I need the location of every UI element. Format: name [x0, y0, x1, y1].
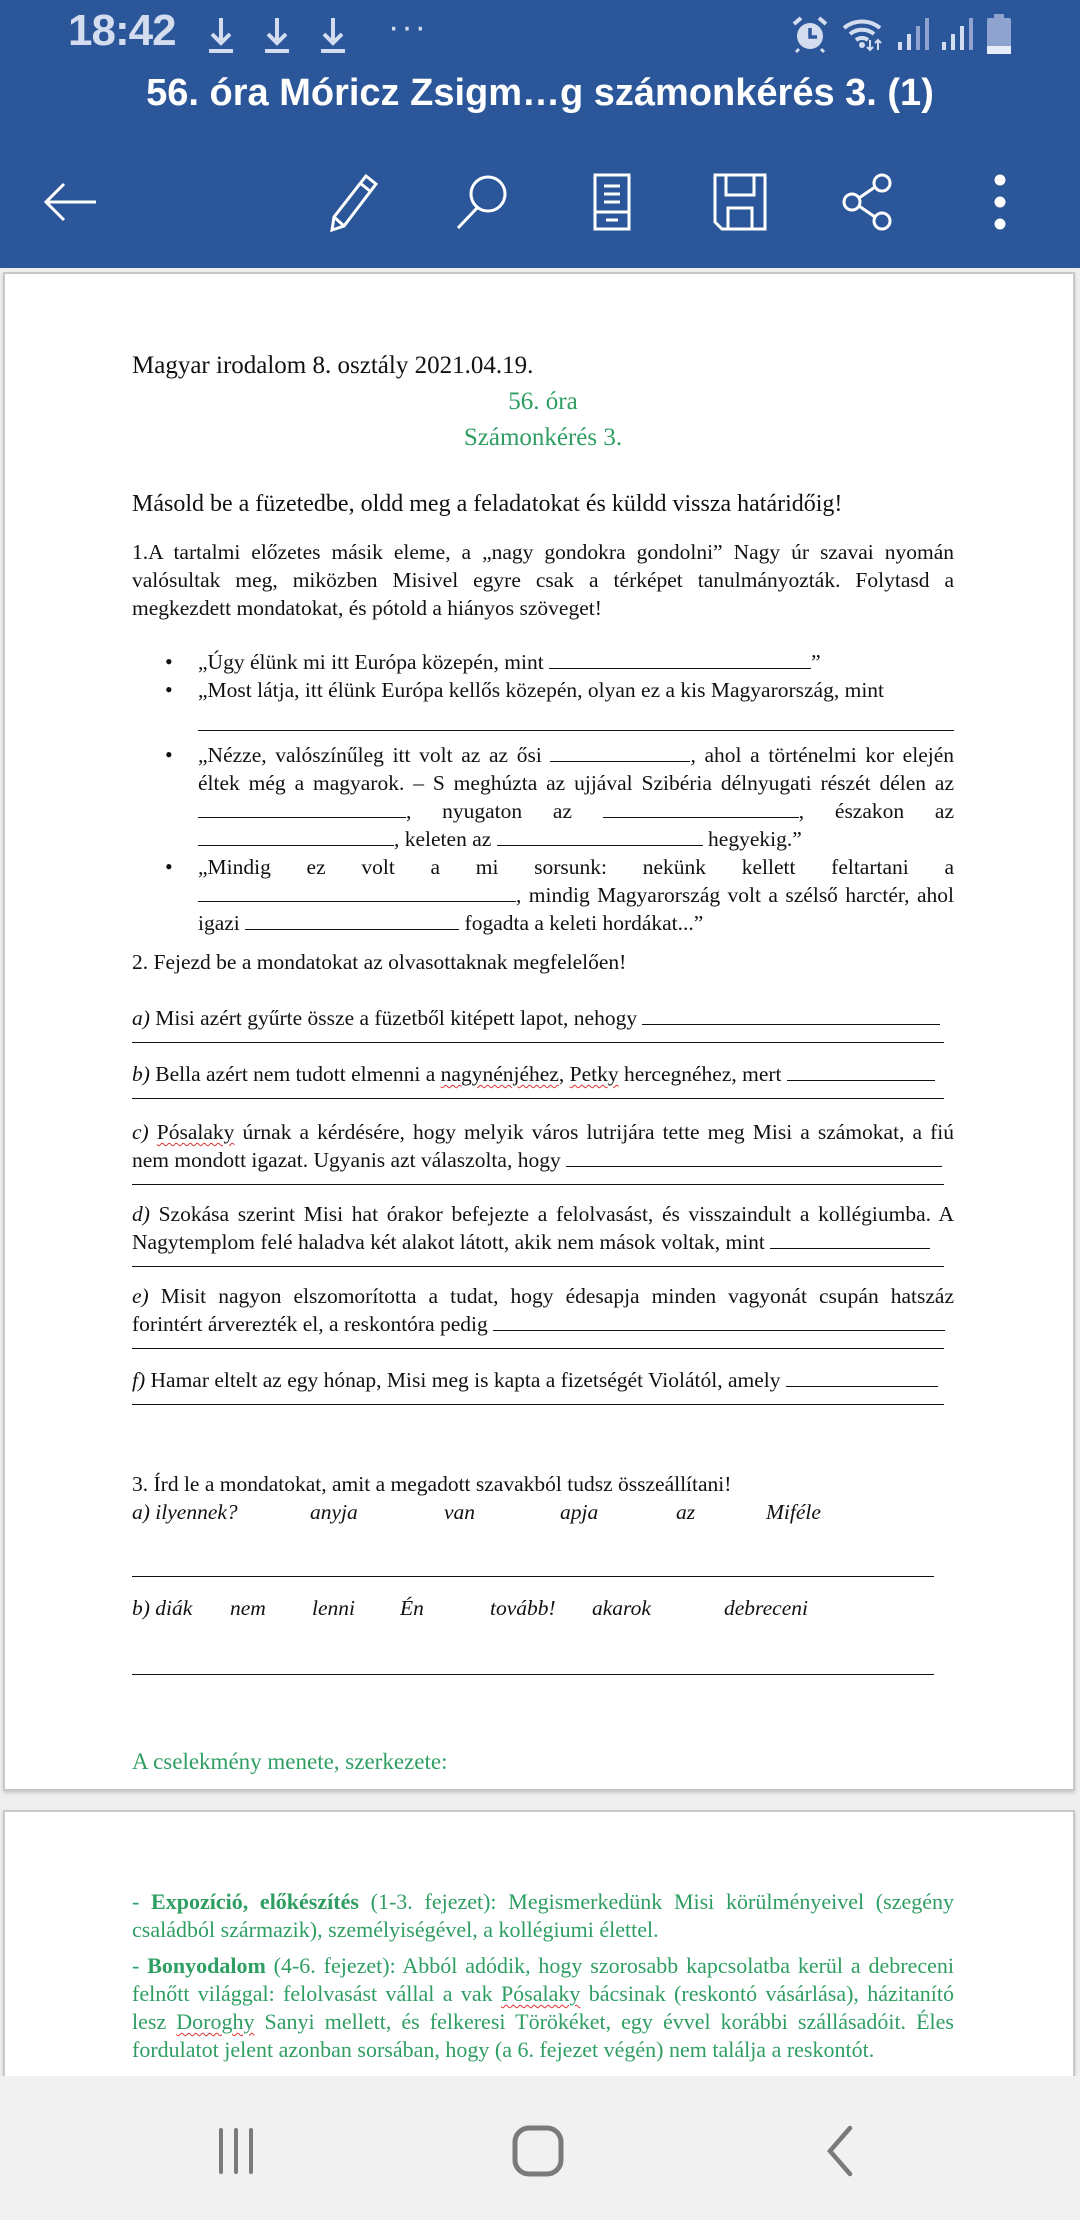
word: a) ilyennek? — [132, 1500, 238, 1524]
wifi-icon — [840, 14, 890, 54]
test-title: Számonkérés 3. — [463, 424, 623, 451]
download-icon — [262, 14, 292, 56]
status-bar — [0, 0, 1080, 70]
more-notifications-icon: ··· — [388, 8, 428, 46]
task3-intro: 3. Írd le a mondatokat, amit a megadott szavakból tudsz összeállítani! — [132, 1472, 732, 1496]
edit-button[interactable] — [322, 168, 386, 236]
document-title: 56. óra Móricz Zsigm…g számonkérés 3. (1) — [146, 72, 934, 114]
answer-line[interactable] — [198, 704, 954, 731]
answer-blank[interactable] — [493, 1310, 945, 1331]
task3-answer-line-a[interactable] — [132, 1576, 954, 1577]
task2-item-c: c) Pósalaky úrnak a kérdésére, hogy melyik város lutrijára tette meg Misi a számokat, a fiú nem mondott igazat. Ugyanis azt válaszolta, hogy — [132, 1118, 954, 1185]
system-nav-bar — [0, 2076, 1080, 2220]
task1-bullet-3: • „Nézze, valószínűleg itt volt az az ősi , ahol a történelmi kor elején éltek még a magyarok. – S meghúzta az ujjával Szibéria délnyugati részét délen az , nyugaton az , északon az , keleten az hegyekig.” — [132, 741, 954, 853]
task1-bullets — [132, 648, 954, 937]
word: lenni — [312, 1596, 355, 1620]
back-button[interactable] — [38, 168, 102, 236]
download-icon — [318, 14, 348, 56]
answer-blank[interactable] — [549, 648, 811, 669]
lesson-number: 56. óra — [508, 388, 578, 415]
task1-bullet-4: • „Mindig ez volt a mi sorsunk: nekünk kellett feltartani a , mindig Magyarország volt a szélső harctér, ahol igazi fogadta a keleti hordákat...” — [132, 853, 954, 937]
home-button[interactable] — [498, 2116, 578, 2186]
more-vertical-icon — [990, 172, 1010, 232]
word: apja — [560, 1500, 599, 1524]
save-button[interactable] — [708, 168, 772, 236]
answer-line[interactable] — [132, 1348, 944, 1349]
status-time: 18:42 — [68, 6, 176, 55]
word: nem — [230, 1596, 266, 1620]
answer-blank[interactable] — [245, 909, 459, 930]
word: debreceni — [724, 1596, 808, 1620]
answer-line[interactable] — [132, 1266, 944, 1267]
recent-apps-button[interactable] — [196, 2116, 276, 2186]
word: Én — [400, 1596, 424, 1620]
answer-blank[interactable] — [786, 1366, 938, 1387]
task2-item-a: a) Misi azért gyűrte össze a füzetből kitépett lapot, nehogy — [132, 1004, 954, 1043]
word: tovább! — [490, 1596, 556, 1620]
battery-icon — [986, 14, 1012, 56]
answer-line[interactable] — [132, 1184, 944, 1185]
document-page-2 — [3, 1810, 1075, 2076]
word: anyja — [310, 1500, 358, 1524]
answer-blank[interactable] — [770, 1228, 930, 1249]
answer-blank[interactable] — [198, 825, 394, 846]
search-button[interactable] — [450, 168, 514, 236]
task3-answer-line-b[interactable] — [132, 1674, 954, 1675]
answer-blank[interactable] — [566, 1146, 942, 1167]
document-page-1 — [3, 272, 1075, 1791]
task2-item-d: d) Szokása szerint Misi hat órakor befejezte a felolvasást, és visszaindult a kollégiumba. A Nagytemplom felé haladva két alakot látott, akik nem mások voltak, mint — [132, 1200, 954, 1267]
task2-item-e: e) Misit nagyon elszomorította a tudat, hogy édesapja minden vagyonát csupán hatszáz forintért árverezték el, a reskontóra pedig — [132, 1282, 954, 1349]
word: az — [676, 1500, 696, 1524]
answer-blank[interactable] — [603, 797, 799, 818]
instruction-text: Másold be a füzetedbe, oldd meg a feladatokat és küldd vissza határidőig! — [132, 491, 843, 517]
document-header: Magyar irodalom 8. osztály 2021.04.19. — [132, 352, 534, 379]
chevron-left-icon — [820, 2124, 860, 2178]
recent-apps-icon — [211, 2126, 261, 2176]
task2-item-b: b) Bella azért nem tudott elmenni a nagynénjéhez, Petky hercegnéhez, mert — [132, 1060, 954, 1099]
structure-exposition: - Expozíció, előkészítés (1-3. fejezet): Megismerkedünk Misi körülményeivel (szegény családból származik), személyiségével, a kollégiumi élettel. — [132, 1889, 954, 1942]
task1-intro: 1.A tartalmi előzetes másik eleme, a „nagy gondokra gondolni” Nagy úr szavai nyomán valósultak meg, miközben Misivel egyre csak a térképet tanulmányozták. Folytasd a megkezdett mondatokat, és pótold a hiányos szöveget! — [132, 540, 954, 620]
save-icon — [712, 172, 768, 232]
signal-icon — [940, 14, 978, 54]
task2-item-f: f) Hamar eltelt az egy hónap, Misi meg is kapta a fizetségét Violától, amely — [132, 1366, 954, 1405]
mobile-view-icon — [592, 172, 632, 232]
answer-blank[interactable] — [642, 1004, 940, 1025]
more-options-button[interactable] — [968, 168, 1032, 236]
alarm-icon — [790, 14, 830, 54]
task1-bullet-2: • „Most látja, itt élünk Európa kellős közepén, olyan ez a kis Magyarország, mint — [132, 676, 954, 731]
task2-intro: 2. Fejezd be a mondatokat az olvasottaknak megfelelően! — [132, 950, 627, 974]
task3-words-b — [132, 1594, 954, 1624]
answer-blank[interactable] — [198, 881, 516, 902]
pencil-icon — [326, 172, 382, 232]
share-icon — [840, 172, 896, 232]
mobile-view-button[interactable] — [580, 168, 644, 236]
share-button[interactable] — [836, 168, 900, 236]
answer-line[interactable] — [132, 1042, 944, 1043]
word: akarok — [592, 1596, 651, 1620]
download-icon — [206, 14, 236, 56]
task1-bullet-1: • „Úgy élünk mi itt Európa közepén, mint ” — [132, 648, 954, 676]
answer-line[interactable] — [132, 1098, 944, 1099]
structure-complication: - Bonyodalom (4-6. fejezet): Abból adódik, hogy szorosabb kapcsolatba kerül a debreceni felnőtt világgal: felolvasást vállal a vak Pósalaky bácsinak (reskontó vásárlása), házitanító lesz Doroghy Sanyi mellett, és felkeresi Törökéket, egy évvel korábbi szállásadóit. Éles fordulatot jelent azonban sorsában, hogy (a 6. fejezet végén) nem találja a reskontót. — [132, 1953, 955, 2062]
task3-words-a — [132, 1498, 954, 1528]
search-icon — [452, 172, 512, 232]
structure-heading: A cselekmény menete, szerkezete: — [132, 1749, 448, 1774]
word: b) diák — [132, 1596, 193, 1620]
system-back-button[interactable] — [800, 2116, 880, 2186]
home-icon — [511, 2124, 565, 2178]
answer-blank[interactable] — [198, 797, 406, 818]
arrow-left-icon — [40, 177, 100, 227]
answer-blank[interactable] — [787, 1060, 935, 1081]
word: van — [444, 1500, 476, 1524]
signal-icon — [896, 14, 934, 54]
answer-blank[interactable] — [550, 741, 690, 762]
document-viewport[interactable] — [0, 268, 1080, 2076]
answer-line[interactable] — [132, 1404, 944, 1405]
app-bar — [0, 0, 1080, 268]
word: Miféle — [766, 1500, 821, 1524]
answer-blank[interactable] — [497, 825, 703, 846]
